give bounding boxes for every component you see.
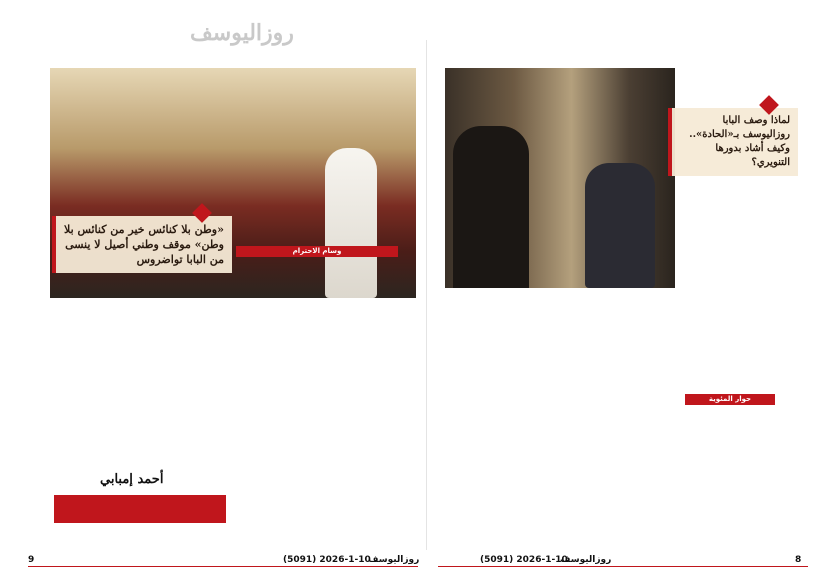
right-footer-rule (438, 566, 808, 567)
left-section-label: وسام الاحترام (236, 246, 398, 257)
left-headline: «وطن بلا كنائس خير من كنائس بلا وطن» موقف وطني أصيل لا ينسى من البابا تواضروس (52, 216, 232, 273)
right-headline: لماذا وصف البابا روزاليوسف بـ«الحادة».. وكيف أشاد بدورها التنويري؟ (668, 108, 798, 176)
right-footer-issue: (5091) 2026-1-10 (480, 555, 568, 565)
left-footer-issue: (5091) 2026-1-10 (283, 555, 371, 565)
right-page-number: 8 (795, 555, 802, 565)
interviewer-figure (585, 163, 655, 288)
page-gutter (426, 40, 427, 550)
left-body-column-1 (236, 260, 398, 528)
pope-figure (453, 126, 529, 288)
left-page (50, 48, 416, 546)
left-footer-rule (28, 566, 418, 567)
right-body-column-1 (608, 408, 776, 538)
right-page (440, 48, 790, 546)
left-footer-brand: روزاليوسف (368, 555, 420, 565)
left-body-column-2 (54, 288, 224, 493)
left-page-number: 9 (28, 555, 35, 565)
pull-quote (54, 495, 226, 523)
meeting-photo (445, 68, 675, 288)
masthead-logo: روزاليوسف (190, 20, 294, 46)
author-name: أحمد إمبابي (100, 472, 164, 487)
right-body-column-2 (442, 293, 602, 538)
right-section-label: حوار المئوية (685, 394, 775, 405)
right-intro-column (608, 293, 776, 391)
right-footer-brand: روزاليوسف (560, 555, 612, 565)
